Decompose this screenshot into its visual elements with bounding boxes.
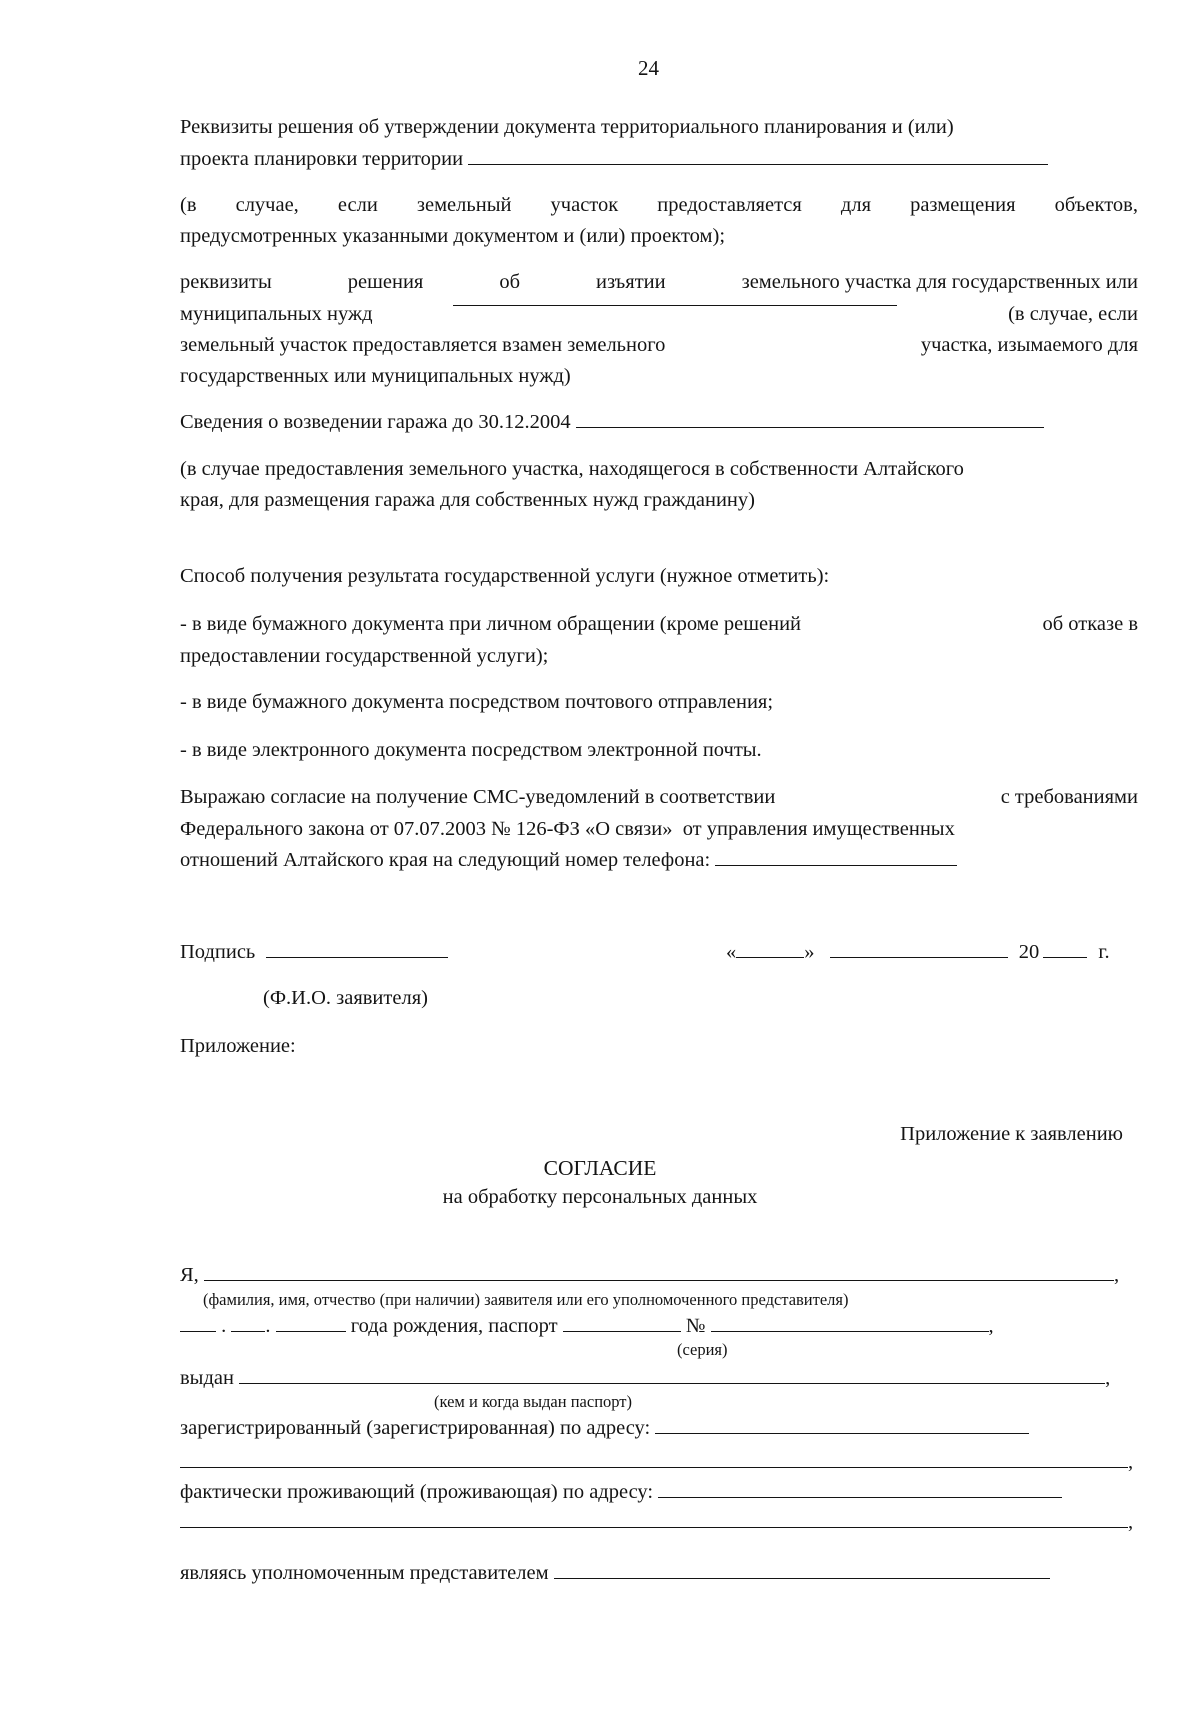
living-address-line-2 bbox=[180, 1512, 1133, 1533]
annex-caption: Приложение к заявлению bbox=[900, 1123, 1123, 1145]
word: решения bbox=[347, 271, 424, 293]
living-address-blank-2[interactable] bbox=[180, 1526, 1128, 1528]
applicant-fio-caption: (Ф.И.О. заявителя) bbox=[263, 987, 428, 1009]
consent-issued-line bbox=[180, 1368, 1110, 1389]
withdrawal-line-4: государственных или муниципальных нужд) bbox=[180, 365, 571, 387]
registered-address-line bbox=[180, 1418, 1029, 1439]
word: (в bbox=[180, 194, 197, 216]
comma: , bbox=[1128, 1511, 1134, 1533]
garage-note-line-2: края, для размещения гаража для собственных нужд гражданину) bbox=[180, 489, 755, 511]
attachment-label: Приложение: bbox=[180, 1035, 296, 1057]
phrase: земельный участок предоставляется взамен земельного bbox=[180, 334, 666, 356]
issued-by-blank[interactable] bbox=[239, 1382, 1105, 1384]
registered-label: зарегистрированный (зарегистрированная) по адресу: bbox=[180, 1417, 651, 1439]
comma: , bbox=[988, 1315, 994, 1337]
word: участок bbox=[550, 194, 619, 216]
passport-number-blank[interactable] bbox=[711, 1330, 989, 1332]
dot: . bbox=[221, 1315, 227, 1337]
word: земельный bbox=[416, 194, 512, 216]
word: об bbox=[499, 271, 520, 293]
word: предоставляется bbox=[657, 194, 802, 216]
number-sign: № bbox=[685, 1315, 706, 1337]
case-note-line-2: предусмотренных указанными документом и (или) проектом); bbox=[180, 225, 726, 247]
withdrawal-case-note: (в случае, если bbox=[1008, 303, 1138, 325]
option-text: - в виде бумажного документа при личном обращении (кроме решений bbox=[180, 613, 802, 635]
word: объектов, bbox=[1054, 194, 1138, 216]
garage-blank[interactable] bbox=[576, 426, 1044, 428]
series-caption: (серия) bbox=[677, 1340, 728, 1359]
phrase: участка, изымаемого для bbox=[920, 334, 1138, 356]
dot: . bbox=[265, 1315, 271, 1337]
phrase: Выражаю согласие на получение СМС-уведомлений в соответствии bbox=[180, 786, 776, 808]
sms-consent-line-2: Федерального закона от 07.07.2003 № 126-ФЗ «О связи» от управления имущественных bbox=[180, 818, 955, 840]
garage-note-line-1: (в случае предоставления земельного участка, находящегося в собственности Алтайского bbox=[180, 458, 964, 480]
comma: , bbox=[1128, 1451, 1134, 1473]
receipt-method-title: Способ получения результата государственной услуги (нужное отметить): bbox=[180, 565, 830, 587]
decision-details-line-2 bbox=[180, 149, 1048, 170]
word: земельного участка для государственных или bbox=[741, 271, 1138, 293]
consent-birth-line bbox=[180, 1316, 994, 1337]
phone-number-blank[interactable] bbox=[715, 864, 957, 866]
close-quote: » bbox=[804, 941, 815, 963]
withdrawal-line-1 bbox=[180, 272, 1138, 293]
birth-day-blank[interactable] bbox=[180, 1330, 216, 1332]
signature-label: Подпись bbox=[180, 941, 256, 963]
word: для bbox=[840, 194, 871, 216]
date-day-blank[interactable] bbox=[736, 956, 804, 958]
word: если bbox=[337, 194, 378, 216]
decision-details-line-1: Реквизиты решения об утверждении документа территориального планирования и (или) bbox=[180, 116, 954, 138]
decision-details-blank[interactable] bbox=[468, 163, 1048, 165]
case-note-line-1 bbox=[180, 195, 1138, 216]
receipt-option-electronic-email[interactable]: - в виде электронного документа посредством электронной почты. bbox=[180, 739, 762, 761]
word: изъятии bbox=[595, 271, 666, 293]
issued-caption: (кем и когда выдан паспорт) bbox=[434, 1392, 633, 1411]
living-address-blank[interactable] bbox=[658, 1496, 1062, 1498]
phone-label: отношений Алтайского края на следующий номер телефона: bbox=[180, 849, 711, 871]
withdrawal-label: муниципальных нужд bbox=[180, 303, 373, 325]
signature-blank[interactable] bbox=[266, 956, 448, 958]
representative-label: являясь уполномоченным представителем bbox=[180, 1562, 549, 1584]
birth-year-blank[interactable] bbox=[276, 1330, 346, 1332]
sms-consent-line-3 bbox=[180, 850, 957, 871]
word: размещения bbox=[910, 194, 1016, 216]
birth-passport-label: года рождения, паспорт bbox=[350, 1315, 558, 1337]
comma: , bbox=[1105, 1367, 1111, 1389]
year-suffix: г. bbox=[1098, 941, 1110, 963]
withdrawal-line-2 bbox=[180, 304, 1138, 325]
garage-line bbox=[180, 412, 1044, 433]
name-caption: (фамилия, имя, отчество (при наличии) заявителя или его уполномоченного представителя) bbox=[203, 1290, 849, 1309]
living-label: фактически проживающий (проживающая) по адресу: bbox=[180, 1481, 654, 1503]
birth-month-blank[interactable] bbox=[231, 1330, 265, 1332]
decision-details-label: проекта планировки территории bbox=[180, 148, 464, 170]
issued-label: выдан bbox=[180, 1367, 234, 1389]
registered-address-blank-2[interactable] bbox=[180, 1466, 1128, 1468]
comma: , bbox=[1113, 1264, 1120, 1286]
garage-label: Сведения о возведении гаража до 30.12.2004 bbox=[180, 411, 571, 433]
i-label: Я, bbox=[180, 1264, 199, 1286]
consent-name-line bbox=[180, 1265, 1119, 1286]
receipt-option-paper-in-person-line-2: предоставлении государственной услуги); bbox=[180, 645, 549, 667]
withdrawal-line-3 bbox=[180, 335, 1138, 356]
date-line bbox=[726, 942, 1110, 963]
receipt-option-paper-in-person[interactable] bbox=[180, 614, 1138, 635]
living-address-line bbox=[180, 1482, 1062, 1503]
date-month-blank[interactable] bbox=[830, 956, 1008, 958]
representative-line bbox=[180, 1563, 1050, 1584]
receipt-option-paper-by-mail[interactable]: - в виде бумажного документа посредством почтового отправления; bbox=[180, 691, 774, 713]
representative-blank[interactable] bbox=[554, 1577, 1050, 1579]
year-prefix: 20 bbox=[1018, 941, 1040, 963]
registered-address-line-2 bbox=[180, 1452, 1133, 1473]
sms-consent-line-1 bbox=[180, 787, 1138, 808]
signature-line bbox=[180, 942, 448, 963]
page-number: 24 bbox=[638, 56, 659, 80]
word: реквизиты bbox=[180, 271, 272, 293]
option-text: об отказе в bbox=[1042, 613, 1138, 635]
word: случае, bbox=[235, 194, 299, 216]
date-year-blank[interactable] bbox=[1043, 956, 1087, 958]
applicant-name-blank[interactable] bbox=[204, 1279, 1114, 1281]
withdrawal-blank[interactable] bbox=[453, 304, 897, 306]
passport-series-blank[interactable] bbox=[563, 1330, 681, 1332]
registered-address-blank[interactable] bbox=[655, 1432, 1029, 1434]
phrase: с требованиями bbox=[1000, 786, 1138, 808]
consent-subtitle: на обработку персональных данных bbox=[442, 1186, 758, 1208]
consent-title: СОГЛАСИЕ bbox=[543, 1156, 657, 1180]
open-quote: « bbox=[726, 941, 737, 963]
